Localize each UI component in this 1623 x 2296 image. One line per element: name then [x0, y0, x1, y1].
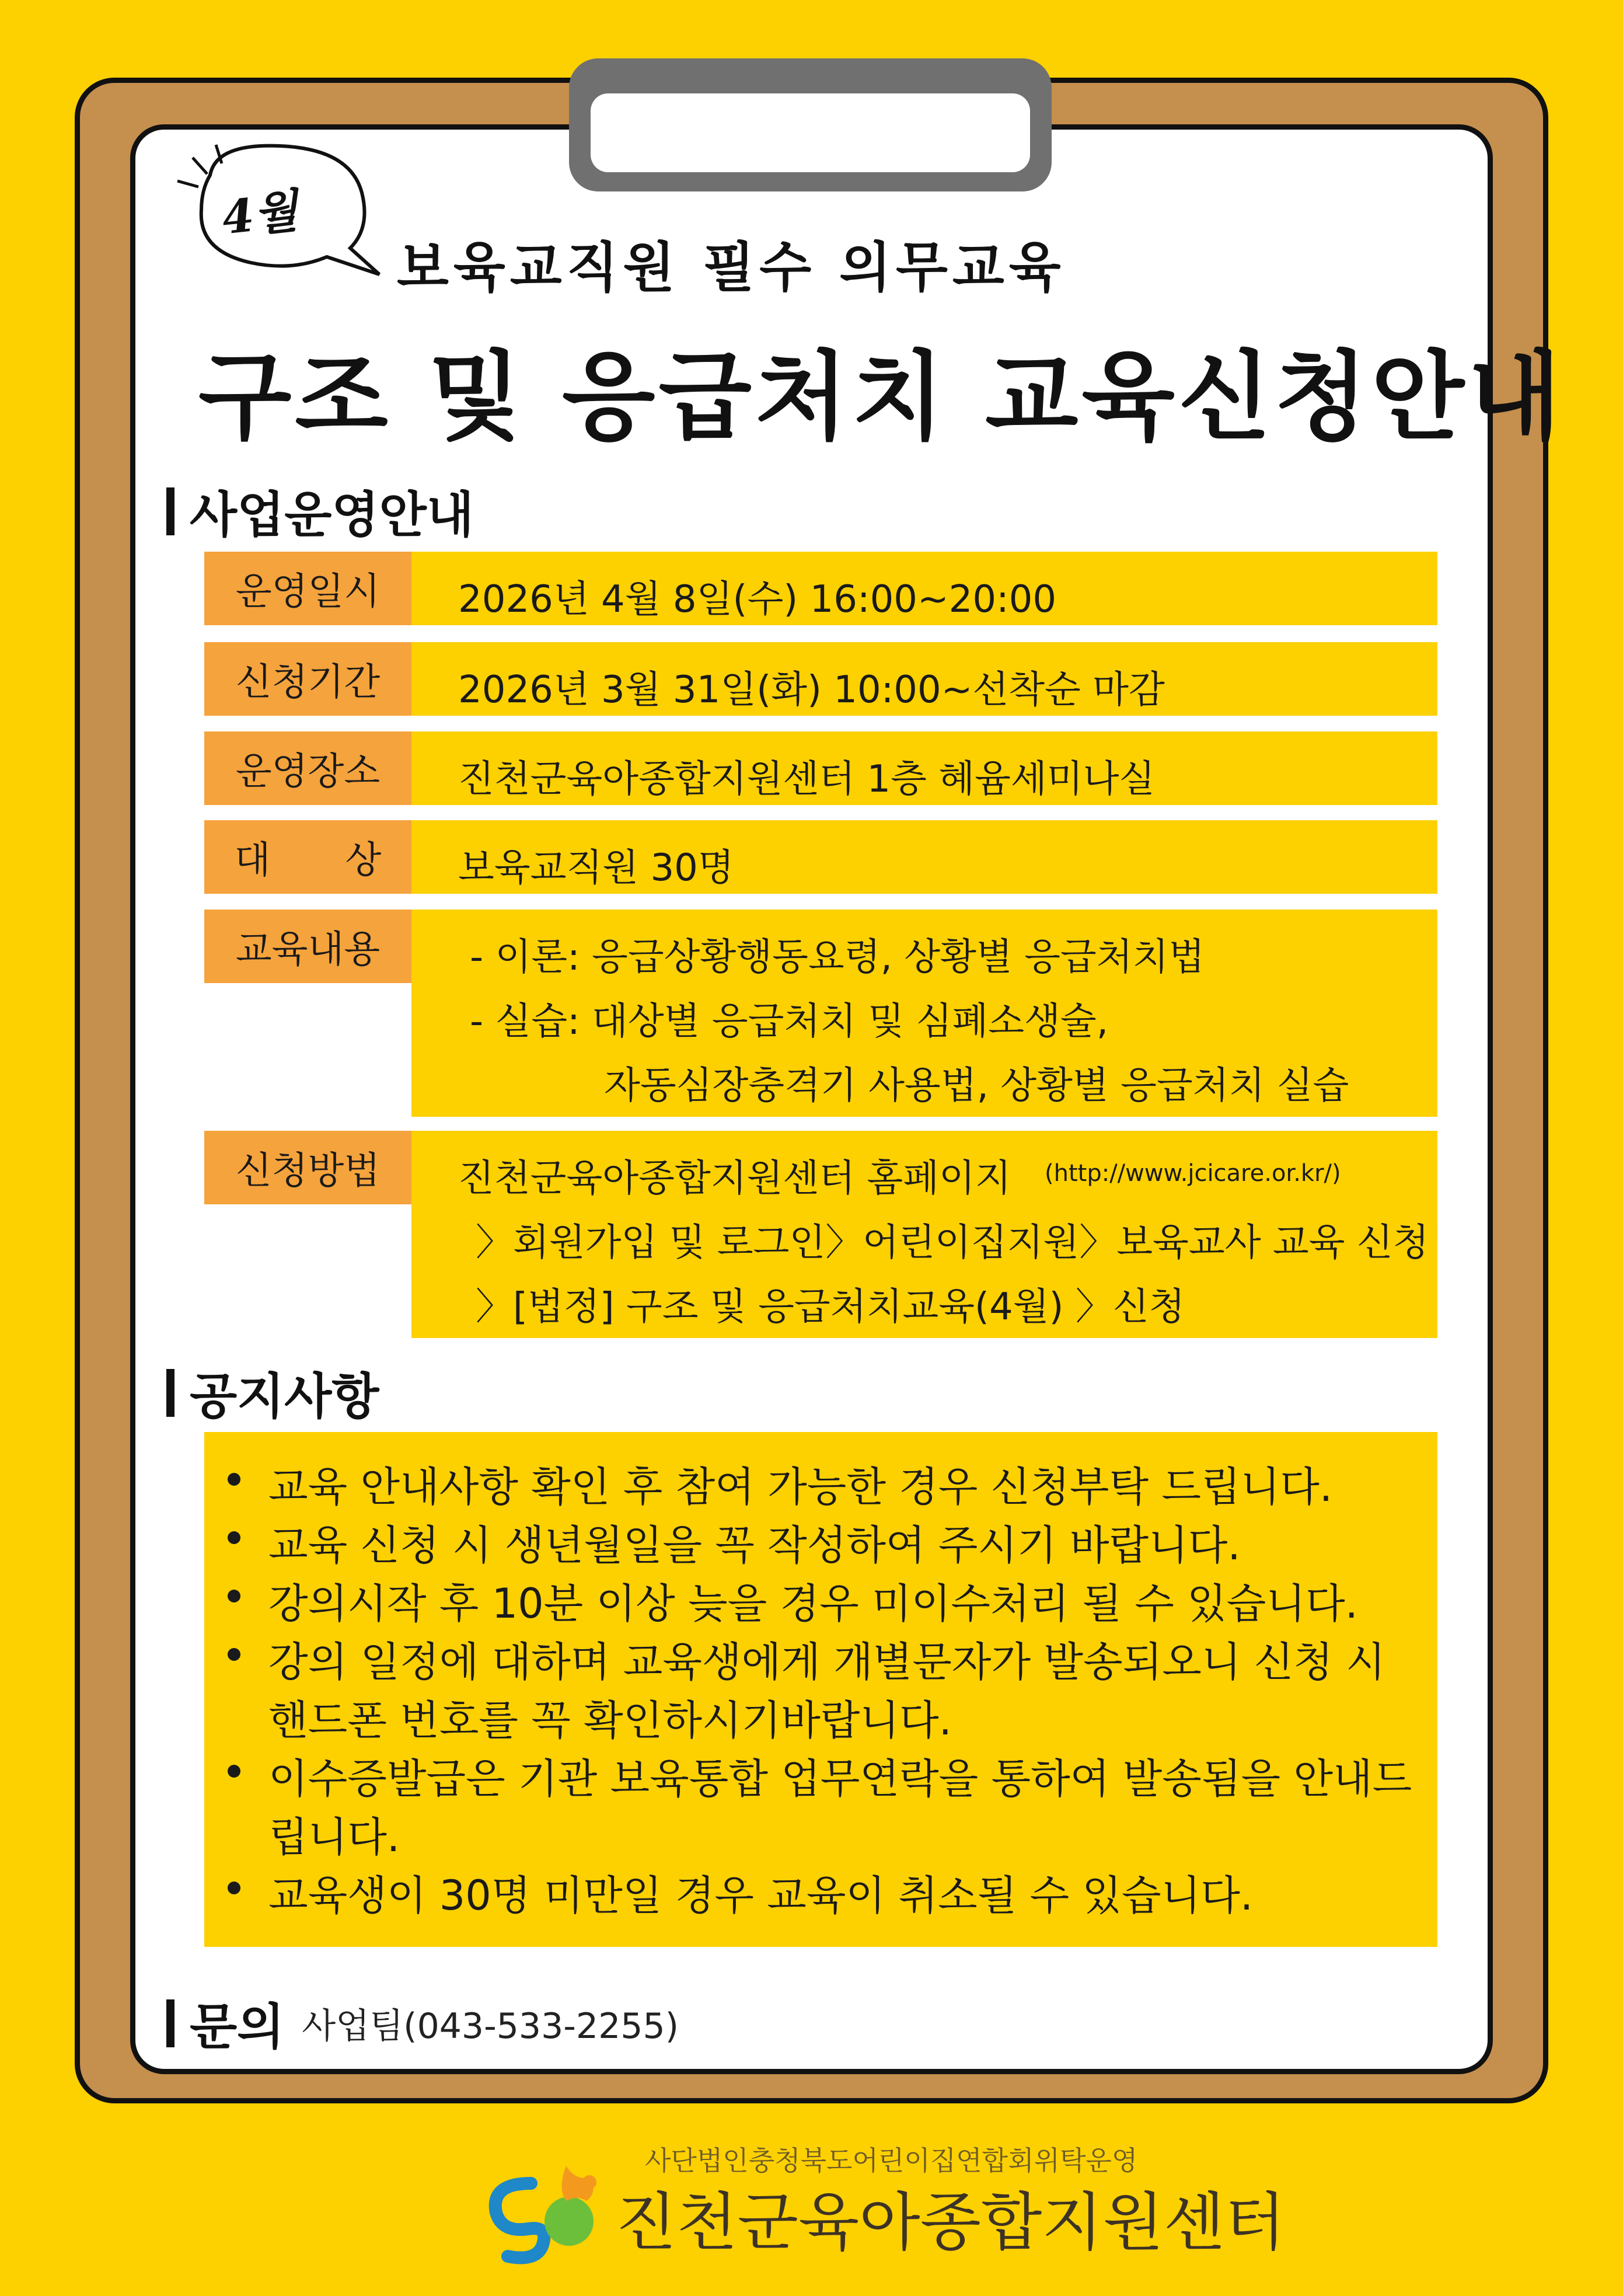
month-badge: 4월: [219, 184, 301, 245]
footer-org-name: 진천군육아종합지원센터: [616, 2186, 1286, 2259]
bullet-icon: [228, 1473, 240, 1486]
heading-bar: [166, 487, 174, 535]
notice-item: 교육생이 30명 미만일 경우 교육이 취소될 수 있습니다.: [268, 1872, 1254, 1919]
value-content: - 이론: 응급상황행동요령, 상황별 응급처치법 - 실습: 대상별 응급처치 및 심폐소생술, 자동심장충격기 사용법, 상황별 응급처치 실습: [411, 910, 1437, 1117]
section-heading-notice: 공지사항: [166, 1357, 379, 1428]
value-target: 보육교직원 30명: [411, 820, 1437, 894]
value-venue: 진천군육아종합지원센터 1층 혜윰세미나실: [411, 731, 1437, 805]
label-target: 대 상: [204, 820, 411, 894]
bullet-icon: [228, 1765, 240, 1778]
bullet-icon: [228, 1648, 240, 1661]
bullet-icon: [228, 1590, 240, 1602]
bullet-icon: [228, 1882, 240, 1894]
notice-item: 이수증발급은 기관 보육통합 업무연락을 통하여 발송됨을 안내드: [268, 1755, 1412, 1803]
bullet-icon: [228, 1531, 240, 1544]
notice-item-cont: 립니다.: [268, 1813, 400, 1861]
contact-heading: 문의: [190, 1998, 285, 2055]
homepage-url-link[interactable]: (http://www.jcicare.or.kr/): [1045, 1160, 1341, 1187]
label-period: 신청기간: [204, 642, 411, 716]
notice-item: 강의 일정에 대하며 교육생에게 개별문자가 발송되오니 신청 시: [268, 1638, 1385, 1686]
notice-item: 교육 신청 시 생년월일을 꼭 작성하여 주시기 바랍니다.: [268, 1521, 1241, 1569]
org-logo-icon: [479, 2160, 613, 2265]
contact-phone: 사업팀(043-533-2255): [302, 2005, 679, 2047]
value-period: 2026년 3월 31일(화) 10:00~선착순 마감: [411, 642, 1437, 716]
footer-operator: 사단법인충청북도어린이집연합회위탁운영: [645, 2145, 1138, 2176]
heading-bar: [166, 1369, 174, 1417]
notice-item: 교육 안내사항 확인 후 참여 가능한 경우 신청부탁 드립니다.: [268, 1463, 1333, 1511]
section-heading-operation: 사업운영안내: [166, 476, 474, 546]
subtitle: 보육교직원 필수 의무교육: [397, 236, 1066, 299]
label-method: 신청방법: [204, 1131, 411, 1204]
page-title: 구조 및 응급처치 교육신청안내: [198, 341, 1565, 453]
notice-box: [204, 1432, 1437, 1947]
notice-item-cont: 핸드폰 번호를 꼭 확인하시기바랍니다.: [268, 1696, 952, 1744]
clipboard-clip-hole: [591, 93, 1030, 172]
value-method: 진천군육아종합지원센터 홈페이지 (http://www.jcicare.or.kr/) 〉회원가입 및 로그인〉어린이집지원〉보육교사 교육 신청 〉[법정] 구조 및 응급처치교육(4월) 〉신청: [411, 1131, 1437, 1338]
label-date: 운영일시: [204, 552, 411, 625]
label-content: 교육내용: [204, 910, 411, 983]
contact-row: [166, 1988, 679, 2058]
notice-item: 강의시작 후 10분 이상 늦을 경우 미이수처리 될 수 있습니다.: [268, 1580, 1358, 1628]
label-venue: 운영장소: [204, 731, 411, 805]
heading-bar: [166, 1999, 174, 2047]
value-date: 2026년 4월 8일(수) 16:00~20:00: [411, 552, 1437, 625]
